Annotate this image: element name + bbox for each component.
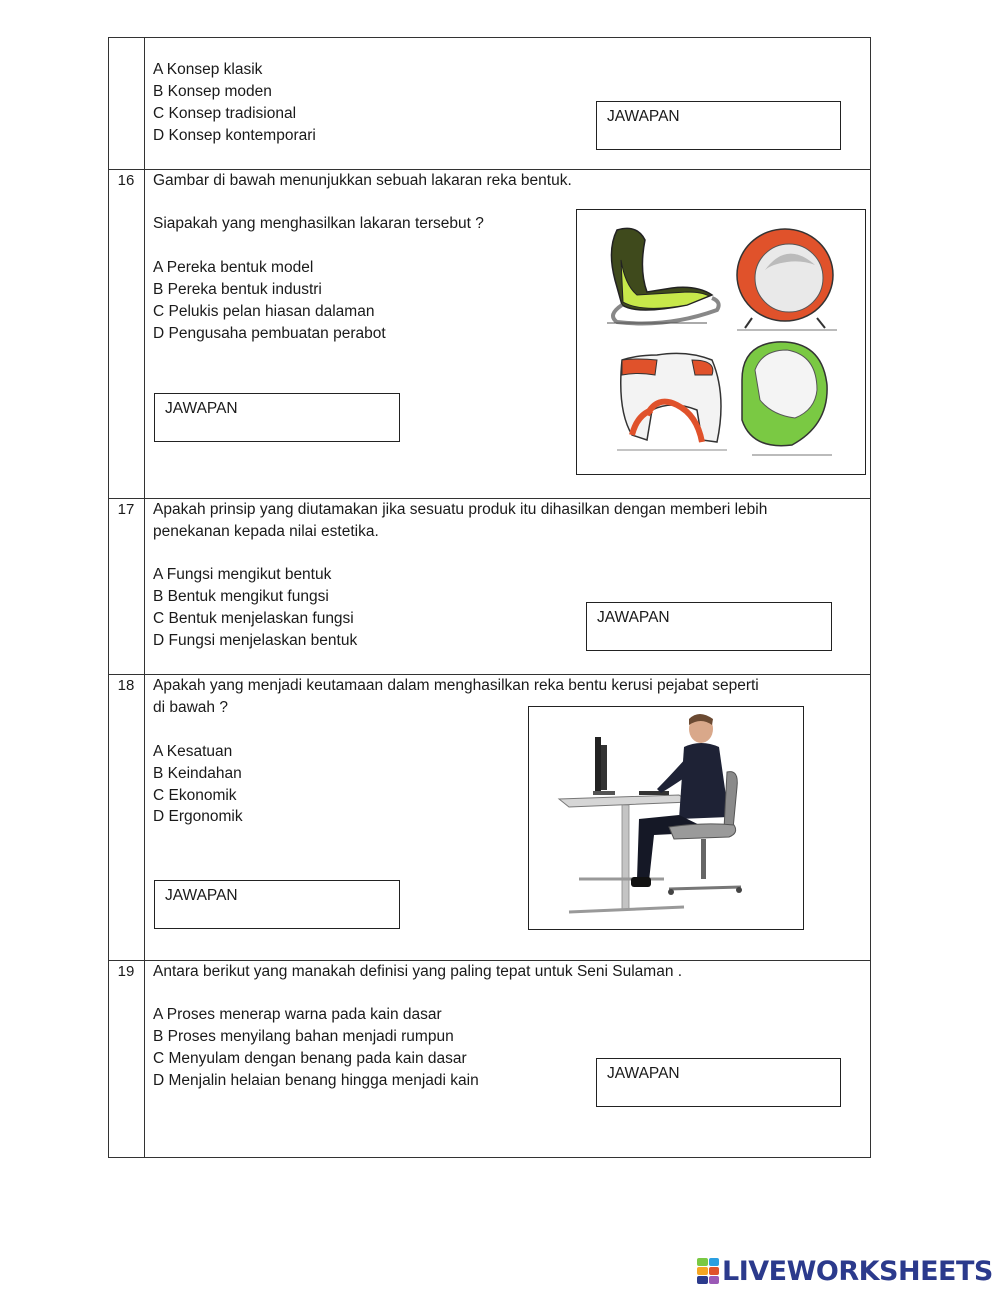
- q16-option-b: B Pereka bentuk industri: [153, 281, 322, 298]
- monitors: [593, 737, 615, 795]
- q17-question-line2: penekanan kepada nilai estetika.: [153, 523, 379, 540]
- q17-question-line1: Apakah prinsip yang diutamakan jika sesuatu produk itu dihasilkan dengan memberi lebih: [153, 501, 768, 518]
- q19-option-c: C Menyulam dengan benang pada kain dasar: [153, 1050, 467, 1067]
- q15-answer-box[interactable]: JAWAPAN: [596, 101, 841, 150]
- brand-logo-icon: [697, 1258, 719, 1284]
- q16-option-d: D Pengusaha pembuatan perabot: [153, 325, 386, 342]
- liveworksheets-logo: [697, 1256, 993, 1286]
- keyboard: [639, 791, 669, 795]
- green-pod-chair-sketch: [742, 342, 832, 455]
- q16-number: 16: [117, 172, 135, 189]
- q17-option-b: B Bentuk mengikut fungsi: [153, 588, 329, 605]
- chair-sketches-illustration: [577, 210, 866, 475]
- orange-egg-chair-sketch: [737, 229, 837, 330]
- q18-number: 18: [117, 677, 135, 694]
- q15-option-a: A Konsep klasik: [153, 61, 263, 78]
- q19-option-b: B Proses menyilang bahan menjadi rumpun: [153, 1028, 454, 1045]
- q18-answer-box[interactable]: JAWAPAN: [154, 880, 400, 929]
- q16-question: Gambar di bawah menunjukkan sebuah lakaran reka bentuk.: [153, 172, 572, 189]
- q19-option-a: A Proses menerap warna pada kain dasar: [153, 1006, 442, 1023]
- q17-option-c: C Bentuk menjelaskan fungsi: [153, 610, 354, 627]
- green-lounge-chair-sketch: [607, 228, 719, 323]
- man-at-desk-illustration: [529, 707, 804, 930]
- q18-question-line2: di bawah ?: [153, 699, 228, 716]
- chair-sketches-image: [576, 209, 866, 475]
- q16-option-a: A Pereka bentuk model: [153, 259, 314, 276]
- q15-option-d: D Konsep kontemporari: [153, 127, 316, 144]
- q17-number: 17: [117, 501, 135, 518]
- q17-option-a: A Fungsi mengikut bentuk: [153, 566, 332, 583]
- orange-ribbon-chair-sketch: [617, 353, 727, 450]
- q18-option-c: C Ekonomik: [153, 787, 237, 804]
- q18-question-line1: Apakah yang menjadi keutamaan dalam menghasilkan reka bentu kerusi pejabat seperti: [153, 677, 759, 694]
- q15-option-b: B Konsep moden: [153, 83, 272, 100]
- q19-option-d: D Menjalin helaian benang hingga menjadi kain: [153, 1072, 479, 1089]
- q18-option-d: D Ergonomik: [153, 808, 243, 825]
- q18-option-a: A Kesatuan: [153, 743, 233, 760]
- q16-option-c: C Pelukis pelan hiasan dalaman: [153, 303, 375, 320]
- office-chair-ergonomics-image: [528, 706, 804, 930]
- q19-answer-box[interactable]: JAWAPAN: [596, 1058, 841, 1107]
- q19-question: Antara berikut yang manakah definisi yang paling tepat untuk Seni Sulaman .: [153, 963, 683, 980]
- q16-sub-question: Siapakah yang menghasilkan lakaran tersebut ?: [153, 215, 484, 232]
- brand-name: LIVEWORKSHEETS: [722, 1255, 993, 1287]
- q17-answer-box[interactable]: JAWAPAN: [586, 602, 832, 651]
- q17-option-d: D Fungsi menjelaskan bentuk: [153, 632, 358, 649]
- q19-number: 19: [117, 963, 135, 980]
- q16-answer-box[interactable]: JAWAPAN: [154, 393, 400, 442]
- q15-option-c: C Konsep tradisional: [153, 105, 297, 122]
- number-column-divider: [144, 37, 145, 1158]
- q18-option-b: B Keindahan: [153, 765, 242, 782]
